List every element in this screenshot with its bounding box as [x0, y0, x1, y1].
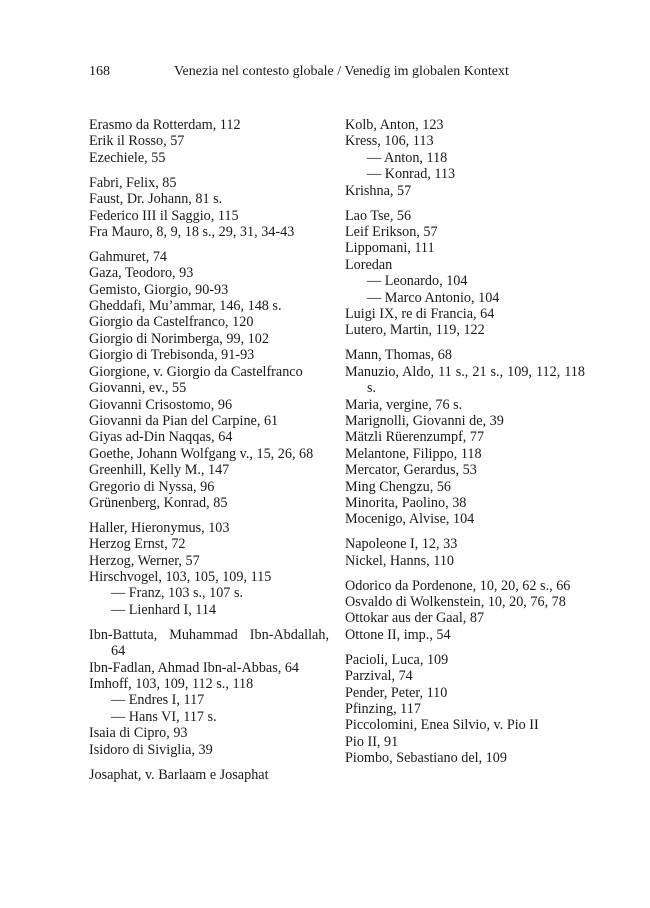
index-entry: Herzog Ernst, 72: [89, 536, 186, 553]
index-entry: — Lienhard I, 114: [111, 601, 217, 618]
index-entry: Pfinzing, 117: [345, 700, 421, 717]
index-entry: Mocenigo, Alvise, 104: [345, 511, 475, 528]
index-entry: Maria, vergine, 76 s.: [345, 396, 463, 413]
index-entry: Ottone II, imp., 54: [345, 626, 451, 643]
index-letter-group: [89, 175, 329, 241]
index-entry: Melantone, Filippo, 118: [345, 445, 482, 462]
index-entry: — Endres I, 117: [111, 692, 205, 709]
index-entry: Ibn-Fadlan, Ahmad Ibn-al-Abbas, 64: [89, 659, 300, 676]
page-number: 168: [89, 64, 110, 79]
index-entry: Josaphat, v. Barlaam e Josaphat: [89, 766, 269, 783]
index-entry: Faust, Dr. Johann, 81 s.: [89, 191, 223, 208]
index-entry: Ibn-Battuta, Muhammad Ibn-Abdallah, 64: [89, 626, 329, 660]
index-entry: Ming Chengzu, 56: [345, 478, 452, 495]
index-entry: Kress, 106, 113: [345, 133, 434, 150]
index-entry: Piccolomini, Enea Silvio, v. Pio II: [345, 717, 539, 734]
index-entry: Hirschvogel, 103, 105, 109, 115: [89, 569, 272, 586]
index-letter-group: [345, 208, 585, 339]
index-entry: Luigi IX, re di Francia, 64: [345, 305, 495, 322]
index-entry: Pender, Peter, 110: [345, 684, 448, 701]
index-entry: Loredan: [345, 256, 393, 273]
index-entry: Odorico da Pordenone, 10, 20, 62 s., 66: [345, 577, 571, 594]
index-column-left: [89, 117, 329, 791]
index-entry: Ottokar aus der Gaal, 87: [345, 610, 485, 627]
index-entry: Nickel, Hanns, 110: [345, 552, 455, 569]
index-entry: — Franz, 103 s., 107 s.: [111, 585, 244, 602]
index-entry: Giovanni da Pian del Carpine, 61: [89, 412, 279, 429]
index-entry: Manuzio, Aldo, 11 s., 21 s., 109, 112, 118 s.: [345, 363, 585, 397]
index-entry: Isaia di Cipro, 93: [89, 725, 188, 742]
index-letter-group: [345, 652, 585, 767]
index-entry: Giorgione, v. Giorgio da Castelfranco: [89, 363, 303, 380]
index-entry: Krishna, 57: [345, 182, 412, 199]
index-entry: Giorgio di Norimberga, 99, 102: [89, 330, 269, 347]
index-entry: Leif Erikson, 57: [345, 223, 438, 240]
index-entry: Lippomani, 111: [345, 240, 435, 257]
index-letter-group: [345, 536, 585, 569]
index-entry: Marignolli, Giovanni de, 39: [345, 412, 504, 429]
index-column-right: [345, 117, 585, 775]
index-entry: Napoleone I, 12, 33: [345, 536, 458, 553]
index-entry: Fra Mauro, 8, 9, 18 s., 29, 31, 34-43: [89, 223, 295, 240]
index-entry: Minorita, Paolino, 38: [345, 494, 467, 511]
index-entry: Imhoff, 103, 109, 112 s., 118: [89, 676, 254, 692]
index-letter-group: [345, 117, 585, 199]
index-entry: Giyas ad-Din Naqqas, 64: [89, 429, 233, 446]
index-entry: Giorgio di Trebisonda, 91-93: [89, 347, 255, 364]
index-entry: — Hans VI, 117 s.: [111, 708, 217, 725]
index-entry: Gregorio di Nyssa, 96: [89, 478, 215, 495]
index-entry: Lutero, Martin, 119, 122: [345, 322, 485, 339]
index-entry: Gaza, Teodoro, 93: [89, 265, 194, 282]
index-entry: Kolb, Anton, 123: [345, 117, 444, 133]
index-letter-group: [89, 249, 329, 512]
index-entry: Isidoro di Siviglia, 39: [89, 741, 213, 758]
index-entry: Fabri, Felix, 85: [89, 174, 177, 191]
index-entry: Goethe, Johann Wolfgang v., 15, 26, 68: [89, 445, 314, 462]
index-entry: Federico III il Saggio, 115: [89, 207, 239, 224]
index-entry: — Marco Antonio, 104: [367, 289, 500, 306]
index-letter-group: [89, 767, 329, 783]
index-entry: Erik il Rosso, 57: [89, 133, 185, 150]
index-entry: — Anton, 118: [367, 149, 448, 166]
index-letter-group: [89, 117, 329, 166]
index-entry: Gahmuret, 74: [89, 248, 168, 265]
index-entry: Pacioli, Luca, 109: [345, 651, 449, 668]
index-entry: Ezechiele, 55: [89, 149, 166, 166]
index-letter-group: [345, 578, 585, 644]
index-entry: Erasmo da Rotterdam, 112: [89, 117, 241, 133]
index-entry: Osvaldo di Wolkenstein, 10, 20, 76, 78: [345, 593, 566, 610]
index-letter-group: [89, 520, 329, 618]
index-entry: Pio II, 91: [345, 733, 399, 750]
index-entry: Gemisto, Giorgio, 90-93: [89, 281, 229, 298]
index-entry: Mann, Thomas, 68: [345, 347, 452, 364]
index-entry: Lao Tse, 56: [345, 207, 412, 224]
index-letter-group: [89, 627, 329, 758]
running-title: Venezia nel contesto globale / Venedig im globalen Kontext: [174, 64, 509, 79]
index-entry: Haller, Hieronymus, 103: [89, 519, 230, 536]
index-entry: Giovanni, ev., 55: [89, 380, 187, 397]
index-entry: — Konrad, 113: [367, 166, 456, 183]
index-entry: Giovanni Crisostomo, 96: [89, 396, 233, 413]
index-entry: Giorgio da Castelfranco, 120: [89, 314, 254, 331]
index-entry: Greenhill, Kelly M., 147: [89, 462, 230, 479]
index-entry: Mätzli Rüerenzumpf, 77: [345, 429, 485, 446]
index-entry: Grünenberg, Konrad, 85: [89, 494, 228, 511]
index-entry: Mercator, Gerardus, 53: [345, 462, 477, 479]
index-entry: Herzog, Werner, 57: [89, 552, 200, 569]
index-entry: — Leonardo, 104: [367, 273, 468, 290]
index-entry: Parzival, 74: [345, 668, 413, 685]
index-entry: Gheddafi, Mu’ammar, 146, 148 s.: [89, 298, 282, 315]
index-letter-group: [345, 347, 585, 527]
index-entry: Piombo, Sebastiano del, 109: [345, 750, 507, 767]
